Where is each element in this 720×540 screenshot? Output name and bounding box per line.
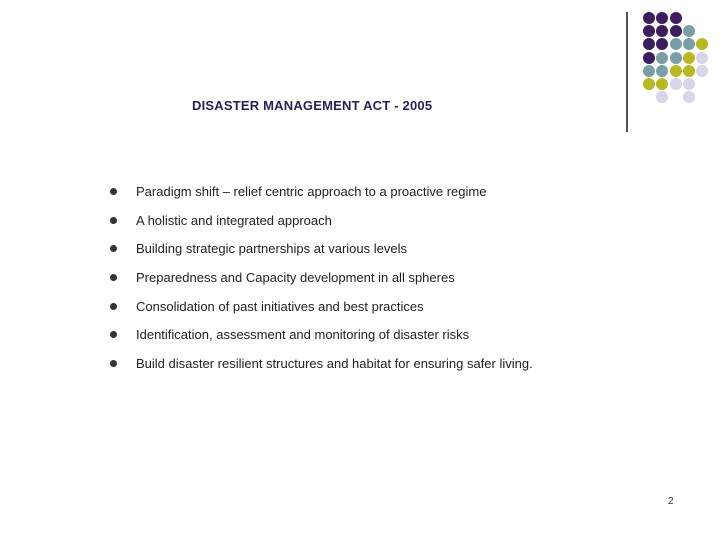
decorative-dot-grid — [0, 0, 720, 140]
bullet-icon — [110, 274, 117, 281]
decorative-dot — [643, 78, 655, 90]
decorative-dot — [643, 52, 655, 64]
decorative-dot — [643, 38, 655, 50]
bullet-text: Identification, assessment and monitoring of disaster risks — [136, 327, 470, 343]
decorative-dot — [696, 52, 708, 64]
decorative-dot — [643, 25, 655, 37]
decorative-dot — [656, 78, 668, 90]
decorative-dot — [696, 65, 708, 77]
decorative-dot — [683, 38, 695, 50]
decorative-dot — [683, 91, 695, 103]
bullet-icon — [110, 360, 117, 367]
decorative-dot — [656, 38, 668, 50]
decorative-dot — [643, 65, 655, 77]
vertical-divider — [626, 12, 628, 132]
bullet-text: Consolidation of past initiatives and best practices — [136, 298, 424, 314]
decorative-dot — [670, 25, 682, 37]
decorative-dot — [683, 25, 695, 37]
bullet-text: A holistic and integrated approach — [136, 212, 332, 228]
decorative-dot — [656, 25, 668, 37]
bullet-text: Paradigm shift – relief centric approach to a proactive regime — [136, 184, 487, 199]
decorative-dot — [670, 78, 682, 90]
decorative-dot — [696, 38, 708, 50]
decorative-dot — [683, 52, 695, 64]
decorative-dot — [656, 52, 668, 64]
decorative-dot — [656, 91, 668, 103]
decorative-dot — [670, 12, 682, 24]
decorative-dot — [670, 38, 682, 50]
bullet-text: Building strategic partnerships at various levels — [136, 241, 407, 257]
bullet-icon — [110, 331, 117, 338]
decorative-dot — [643, 12, 655, 24]
decorative-dot — [683, 78, 695, 90]
decorative-dot — [656, 65, 668, 77]
decorative-dot — [656, 12, 668, 24]
bullet-icon — [110, 303, 117, 310]
page-number: 2 — [668, 496, 674, 507]
bullet-icon — [110, 217, 117, 224]
bullet-icon — [110, 245, 117, 252]
bullet-icon — [110, 188, 117, 195]
decorative-dot — [670, 65, 682, 77]
decorative-dot — [670, 52, 682, 64]
bullet-text: Build disaster resilient structures and habitat for ensuring safer living. — [136, 356, 533, 372]
decorative-dot — [683, 65, 695, 77]
slide-title: DISASTER MANAGEMENT ACT - 2005 — [192, 98, 433, 113]
bullet-text: Preparedness and Capacity development in all spheres — [136, 270, 455, 286]
